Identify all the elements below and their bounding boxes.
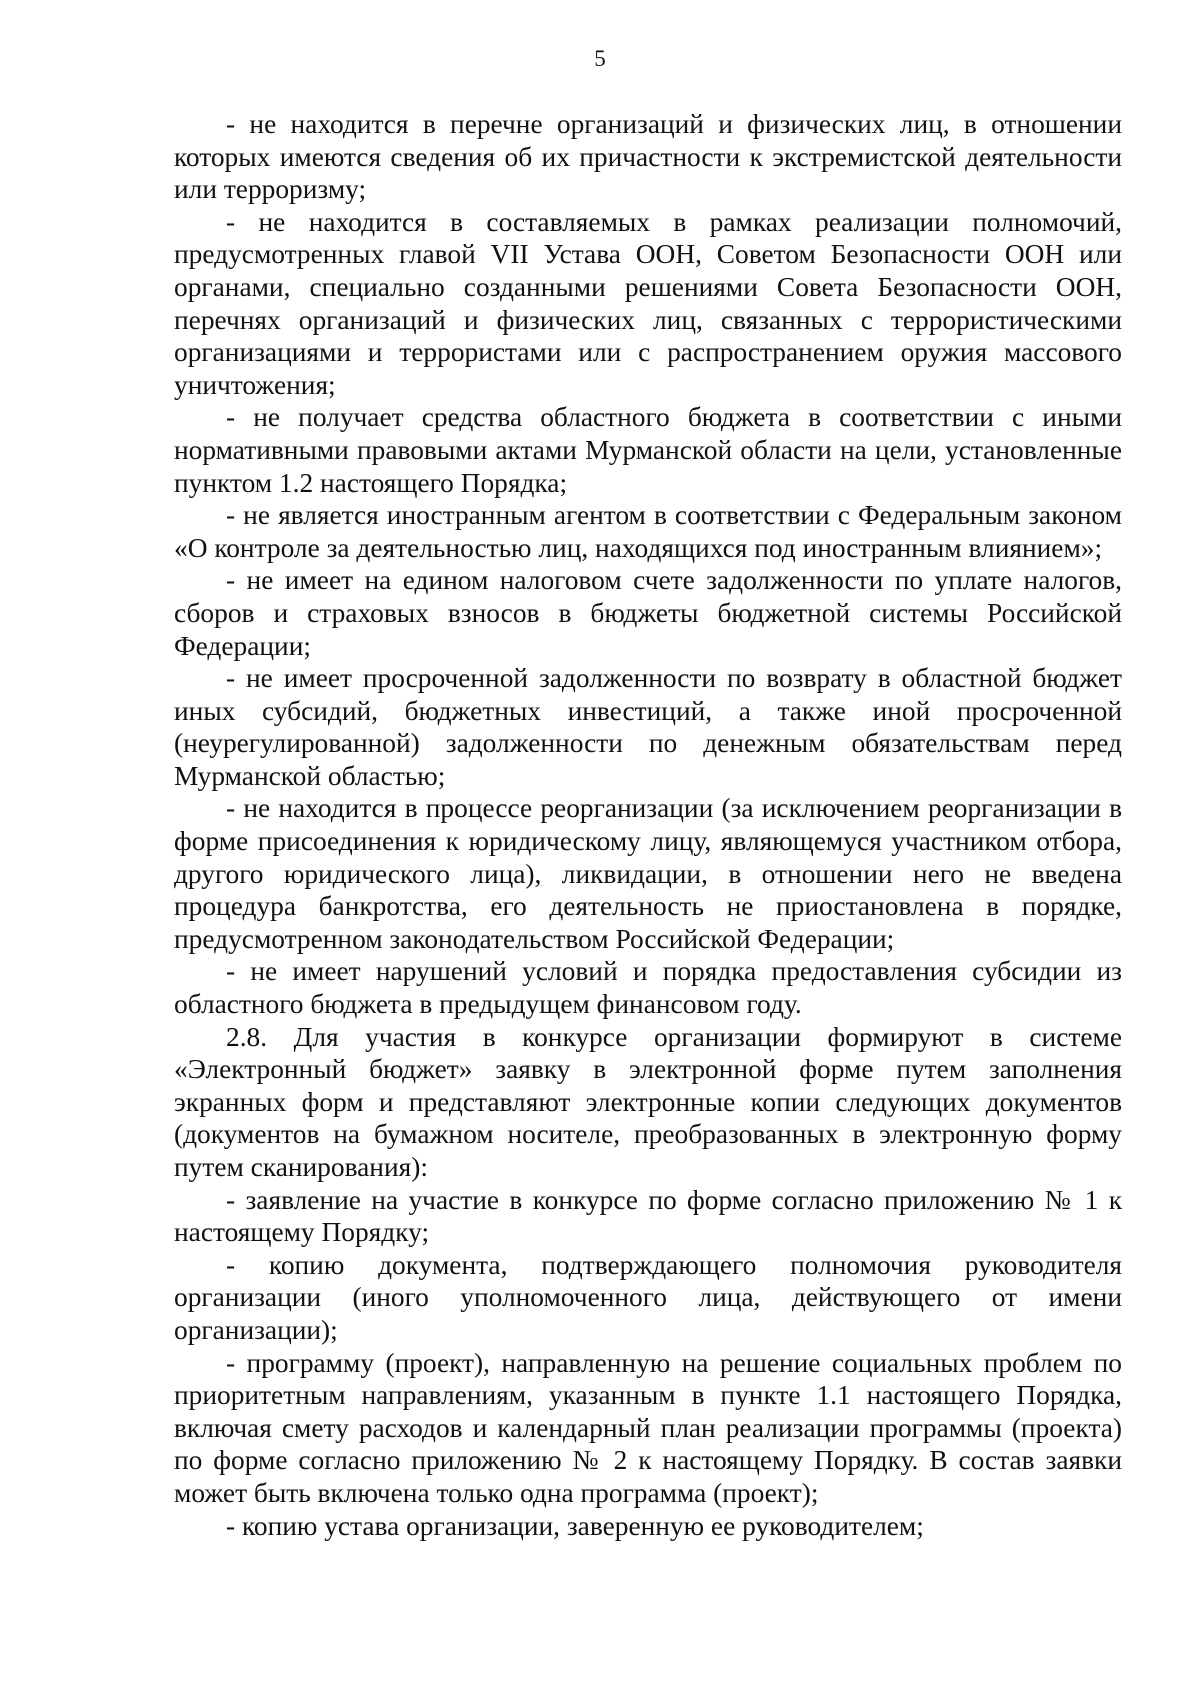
- paragraph-un-sanctions-list: - не находится в составляемых в рамках реализации полномочий, предусмотренных главой VII Устава ООН, Советом Безопасности ООН или органами, специально созданными решениями Совета Безопасности ООН, перечнях организаций и физических лиц, связанных с террористическими организациями и террористами или с распространением оружия массового уничтожения;: [174, 206, 1122, 400]
- document-body: [174, 108, 1122, 1542]
- paragraph-no-tax-debt: - не имеет на едином налоговом счете задолженности по уплате налогов, сборов и страховых взносов в бюджеты бюджетной системы Российской Федерации;: [174, 565, 1122, 661]
- paragraph-no-violations: - не имеет нарушений условий и порядка предоставления субсидии из областного бюджета в предыдущем финансовом году.: [174, 956, 1122, 1020]
- paragraph-program-project: - программу (проект), направленную на решение социальных проблем по приоритетным направлениям, указанным в пункте 1.1 настоящего Порядка, включая смету расходов и календарный план реализации программы (проекта) по форме согласно приложению № 2 к настоящему Порядку. В состав заявки может быть включена только одна программа (проект);: [174, 1347, 1122, 1508]
- paragraph-no-other-budget-funds: - не получает средства областного бюджета в соответствии с иными нормативными правовыми актами Мурманской области на цели, установленные пунктом 1.2 настоящего Порядка;: [174, 402, 1122, 498]
- page-number: 5: [594, 46, 606, 71]
- paragraph-charter-copy: - копию устава организации, заверенную ее руководителем;: [226, 1510, 924, 1541]
- paragraph-no-reorganization: - не находится в процессе реорганизации (за исключением реорганизации в форме присоединения к юридическому лицу, являющемуся участником отбора, другого юридического лица), ликвидации, в отношении него не введена процедура банкротства, его деятельность не приостановлена в порядке, предусмотренном законодательством Российской Федерации;: [174, 793, 1122, 954]
- paragraph-extremism-list: - не находится в перечне организаций и физических лиц, в отношении которых имеются сведения об их причастности к экстремистской деятельности или терроризму;: [174, 109, 1122, 205]
- paragraph-no-overdue-debt: - не имеет просроченной задолженности по возврату в областной бюджет иных субсидий, бюджетных инвестиций, а также иной просроченной (неурегулированной) задолженности по денежным обязательствам перед Мурманской областью;: [174, 663, 1122, 791]
- paragraph-2-8-application: 2.8. Для участия в конкурсе организации формируют в системе «Электронный бюджет» заявку в электронной форме путем заполнения экранных форм и представляют электронные копии следующих документов (документов на бумажном носителе, преобразованных в электронную форму путем сканирования):: [174, 1021, 1122, 1182]
- paragraph-application-form: - заявление на участие в конкурсе по форме согласно приложению № 1 к настоящему Порядку;: [174, 1184, 1122, 1248]
- paragraph-not-foreign-agent: - не является иностранным агентом в соответствии с Федеральным законом «О контроле за деятельностью лиц, находящихся под иностранным влиянием»;: [174, 500, 1122, 563]
- paragraph-authority-document: - копию документа, подтверждающего полномочия руководителя организации (иного уполномоченного лица, действующего от имени организации);: [174, 1249, 1122, 1345]
